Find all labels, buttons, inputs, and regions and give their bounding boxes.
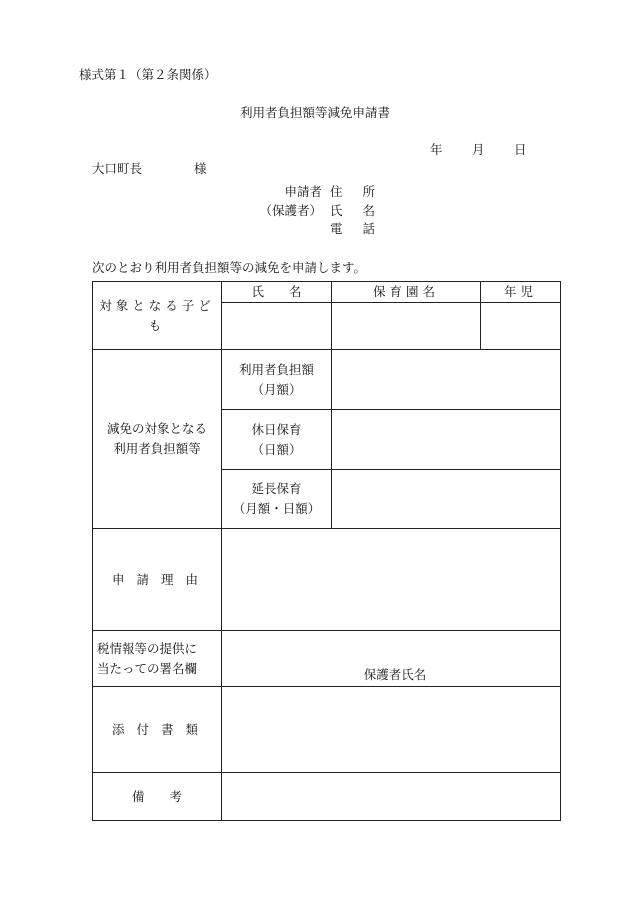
- child-name-cell[interactable]: [222, 303, 332, 350]
- attachments-label: 添 付 書 類: [93, 687, 222, 773]
- addressee: [92, 159, 207, 177]
- col-header-age: 年児: [481, 282, 561, 303]
- nursery-name-cell[interactable]: [332, 303, 481, 350]
- col-header-name: 氏 名: [222, 282, 332, 303]
- phone-label: 電 話: [330, 221, 383, 236]
- attachments-cell[interactable]: [222, 687, 561, 773]
- signature-cell[interactable]: [222, 631, 561, 687]
- applicant-block: [256, 183, 383, 239]
- application-table: [92, 281, 561, 821]
- guardian-role: （保護者）: [259, 202, 322, 218]
- addressee-name: 大口町長: [92, 161, 143, 176]
- intro-text: 次のとおり利用者負担額等の減免を申請します。: [92, 260, 367, 275]
- date-line: [430, 140, 527, 158]
- reduction-target-label: 減免の対象となる 利用者負担額等: [93, 350, 222, 529]
- addressee-honorific: 様: [194, 161, 207, 176]
- applicant-role: 申請者: [284, 184, 322, 199]
- application-reason-cell[interactable]: [222, 529, 561, 631]
- remarks-label: 備 考: [93, 773, 222, 821]
- holiday-care-label: 休日保育 （日額）: [222, 410, 332, 470]
- document-title: 利用者負担額等減免申請書: [239, 105, 390, 120]
- remarks-cell[interactable]: [222, 773, 561, 821]
- col-header-nursery: 保育園名: [332, 282, 481, 303]
- name-label: 氏 名: [330, 202, 383, 218]
- form-number: 様式第１（第２条関係）: [79, 67, 217, 82]
- user-fee-cell[interactable]: [332, 350, 561, 410]
- target-child-label: 対象となる子ども: [93, 282, 222, 350]
- date-year-label: 年: [430, 142, 443, 157]
- user-fee-label: 利用者負担額 （月額）: [222, 350, 332, 410]
- date-day-label: 日: [514, 142, 527, 157]
- guardian-name-label: 保護者氏名: [363, 667, 427, 682]
- tax-info-signature-label: 税情報等の提供に 当たっての署名欄: [93, 631, 222, 687]
- extended-care-cell[interactable]: [332, 470, 561, 529]
- holiday-care-cell[interactable]: [332, 410, 561, 470]
- application-reason-label: 申 請 理 由: [93, 529, 222, 631]
- date-month-label: 月: [472, 142, 485, 157]
- address-label: 住 所: [330, 184, 383, 199]
- extended-care-label: 延長保育 （月額・日額）: [222, 470, 332, 529]
- child-age-cell[interactable]: [481, 303, 561, 350]
